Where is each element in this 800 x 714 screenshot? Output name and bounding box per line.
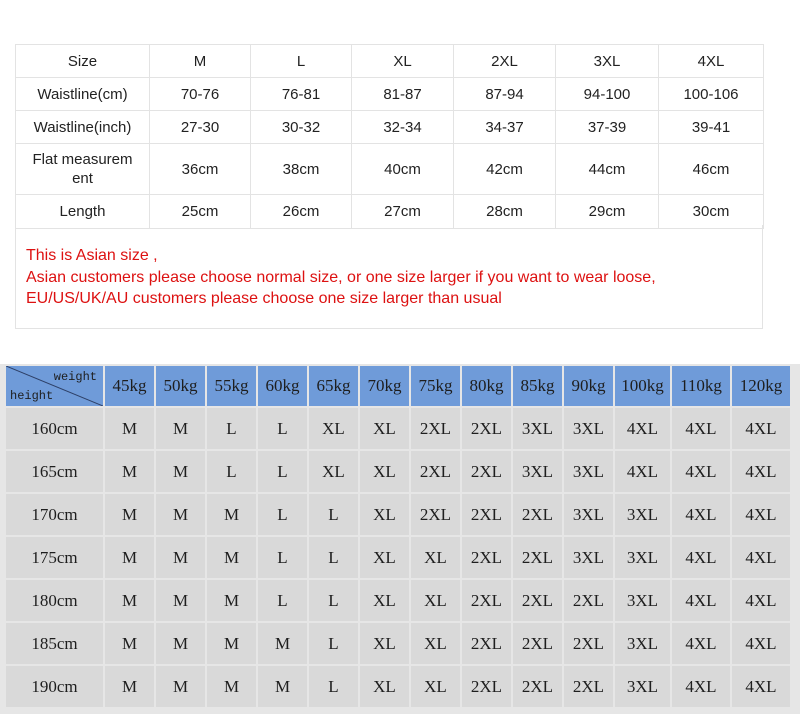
size-recommendation-cell: 3XL <box>615 537 670 578</box>
size-recommendation-cell: M <box>156 408 205 449</box>
weight-header-cell: 85kg <box>513 366 562 406</box>
size-recommendation-cell: 4XL <box>672 408 730 449</box>
size-recommendation-cell: XL <box>411 580 460 621</box>
size-recommendation-cell: 2XL <box>513 537 562 578</box>
size-recommendation-cell: XL <box>309 451 358 492</box>
size-recommendation-cell: L <box>309 537 358 578</box>
height-row <box>6 623 790 664</box>
size-recommendation-cell: M <box>156 537 205 578</box>
size-recommendation-cell: 2XL <box>513 580 562 621</box>
weight-header-cell: 55kg <box>207 366 256 406</box>
size-recommendation-cell: 2XL <box>462 451 511 492</box>
weight-height-chart <box>4 364 792 709</box>
size-recommendation-cell: 2XL <box>462 666 511 707</box>
size-row <box>16 111 764 144</box>
size-column-header: XL <box>352 45 454 78</box>
size-recommendation-cell: 2XL <box>462 623 511 664</box>
size-recommendation-cell: 4XL <box>672 537 730 578</box>
size-recommendation-cell: M <box>105 537 154 578</box>
measurement-value: 70-76 <box>150 78 251 111</box>
size-recommendation-cell: L <box>309 623 358 664</box>
size-recommendation-cell: M <box>105 408 154 449</box>
size-recommendation-cell: 3XL <box>564 451 613 492</box>
size-recommendation-cell: M <box>105 451 154 492</box>
size-column-header: 3XL <box>556 45 659 78</box>
size-recommendation-cell: XL <box>360 580 409 621</box>
measurement-label: Length <box>16 195 150 229</box>
size-table <box>15 44 764 229</box>
size-recommendation-cell: L <box>258 408 307 449</box>
size-recommendation-cell: M <box>105 623 154 664</box>
size-recommendation-cell: M <box>207 537 256 578</box>
measurement-value: 76-81 <box>251 78 352 111</box>
measurement-value: 29cm <box>556 195 659 229</box>
notice-line-3: EU/US/UK/AU customers please choose one size larger than usual <box>26 290 502 307</box>
size-recommendation-cell: 4XL <box>615 408 670 449</box>
size-recommendation-cell: XL <box>360 666 409 707</box>
weight-header-cell: 70kg <box>360 366 409 406</box>
size-recommendation-cell: L <box>258 537 307 578</box>
size-recommendation-cell: XL <box>360 494 409 535</box>
size-table-body <box>16 45 764 229</box>
size-recommendation-cell: XL <box>360 408 409 449</box>
weight-header-cell: 80kg <box>462 366 511 406</box>
size-recommendation-cell: M <box>207 580 256 621</box>
size-recommendation-cell: L <box>258 494 307 535</box>
size-recommendation-cell: M <box>207 494 256 535</box>
measurement-value: 26cm <box>251 195 352 229</box>
measurement-value: 28cm <box>454 195 556 229</box>
measurement-value: 40cm <box>352 144 454 195</box>
size-recommendation-cell: 4XL <box>672 666 730 707</box>
size-column-header: 4XL <box>659 45 764 78</box>
weight-header-cell: 100kg <box>615 366 670 406</box>
size-recommendation-cell: 4XL <box>732 451 790 492</box>
size-header-row <box>16 45 764 78</box>
size-recommendation-cell: 2XL <box>462 494 511 535</box>
height-label-cell: 165cm <box>6 451 103 492</box>
notice-line-1: This is Asian size , <box>26 247 158 264</box>
size-recommendation-cell: 2XL <box>411 408 460 449</box>
size-recommendation-cell: 2XL <box>513 666 562 707</box>
weight-header-cell: 65kg <box>309 366 358 406</box>
weight-header-cell: 45kg <box>105 366 154 406</box>
size-recommendation-cell: L <box>207 451 256 492</box>
measurement-value: 30-32 <box>251 111 352 144</box>
size-recommendation-cell: L <box>309 666 358 707</box>
size-recommendation-cell: 4XL <box>732 494 790 535</box>
size-recommendation-cell: 2XL <box>564 666 613 707</box>
size-recommendation-cell: 4XL <box>732 623 790 664</box>
measurement-value: 39-41 <box>659 111 764 144</box>
size-recommendation-cell: 2XL <box>411 451 460 492</box>
size-recommendation-cell: 2XL <box>564 580 613 621</box>
measurement-label: Waistline(inch) <box>16 111 150 144</box>
size-recommendation-cell: M <box>207 666 256 707</box>
size-recommendation-cell: 3XL <box>564 537 613 578</box>
measurement-value: 36cm <box>150 144 251 195</box>
size-row <box>16 78 764 111</box>
size-row <box>16 144 764 195</box>
size-recommendation-cell: 2XL <box>462 537 511 578</box>
height-row <box>6 451 790 492</box>
height-label-cell: 190cm <box>6 666 103 707</box>
measurement-value: 37-39 <box>556 111 659 144</box>
size-recommendation-cell: L <box>207 408 256 449</box>
size-recommendation-cell: M <box>105 666 154 707</box>
height-label-cell: 180cm <box>6 580 103 621</box>
size-recommendation-cell: 4XL <box>732 537 790 578</box>
weight-height-chart-body <box>6 366 790 707</box>
size-recommendation-cell: 3XL <box>564 408 613 449</box>
size-recommendation-cell: M <box>156 580 205 621</box>
size-recommendation-cell: 4XL <box>672 623 730 664</box>
size-recommendation-cell: 3XL <box>615 623 670 664</box>
size-recommendation-cell: L <box>309 494 358 535</box>
size-recommendation-cell: 4XL <box>672 494 730 535</box>
measurement-label: Waistline(cm) <box>16 78 150 111</box>
measurement-value: 25cm <box>150 195 251 229</box>
height-row <box>6 494 790 535</box>
height-row <box>6 408 790 449</box>
size-column-header: L <box>251 45 352 78</box>
size-recommendation-cell: M <box>156 666 205 707</box>
size-recommendation-cell: XL <box>411 623 460 664</box>
weight-header-cell: 90kg <box>564 366 613 406</box>
size-recommendation-cell: M <box>258 666 307 707</box>
weight-header-cell: 75kg <box>411 366 460 406</box>
size-recommendation-cell: 4XL <box>732 666 790 707</box>
size-recommendation-cell: 3XL <box>615 494 670 535</box>
height-label-cell: 170cm <box>6 494 103 535</box>
measurement-value: 34-37 <box>454 111 556 144</box>
measurement-value: 81-87 <box>352 78 454 111</box>
height-row <box>6 580 790 621</box>
size-recommendation-cell: M <box>156 623 205 664</box>
measurement-value: 44cm <box>556 144 659 195</box>
size-recommendation-cell: XL <box>309 408 358 449</box>
size-recommendation-cell: 2XL <box>513 623 562 664</box>
size-recommendation-cell: 4XL <box>732 408 790 449</box>
weight-header-cell: 120kg <box>732 366 790 406</box>
weight-header-cell: 60kg <box>258 366 307 406</box>
size-recommendation-cell: 3XL <box>513 408 562 449</box>
measurement-value: 38cm <box>251 144 352 195</box>
size-recommendation-cell: 3XL <box>615 580 670 621</box>
size-recommendation-cell: L <box>258 451 307 492</box>
size-recommendation-cell: M <box>156 451 205 492</box>
size-recommendation-cell: 3XL <box>564 494 613 535</box>
size-recommendation-cell: XL <box>411 537 460 578</box>
height-label-cell: 175cm <box>6 537 103 578</box>
height-row <box>6 666 790 707</box>
size-column-header: 2XL <box>454 45 556 78</box>
size-recommendation-cell: XL <box>411 666 460 707</box>
measurement-label: Flat measurem ent <box>16 144 150 195</box>
size-recommendation-cell: 3XL <box>513 451 562 492</box>
size-recommendation-cell: 2XL <box>462 408 511 449</box>
weight-header-row <box>6 366 790 406</box>
size-recommendation-cell: 2XL <box>564 623 613 664</box>
size-recommendation-cell: M <box>258 623 307 664</box>
weight-header-cell: 50kg <box>156 366 205 406</box>
size-recommendation-cell: 4XL <box>672 451 730 492</box>
size-recommendation-cell: M <box>207 623 256 664</box>
measurement-value: 42cm <box>454 144 556 195</box>
size-row <box>16 195 764 229</box>
measurement-value: 27cm <box>352 195 454 229</box>
size-column-header: M <box>150 45 251 78</box>
size-recommendation-cell: 2XL <box>513 494 562 535</box>
size-recommendation-cell: 2XL <box>411 494 460 535</box>
corner-height-label: height <box>10 389 54 403</box>
corner-weight-label: weight <box>53 370 97 384</box>
size-recommendation-cell: M <box>105 494 154 535</box>
weight-header-cell: 110kg <box>672 366 730 406</box>
size-recommendation-cell: 4XL <box>672 580 730 621</box>
size-recommendation-cell: M <box>156 494 205 535</box>
size-recommendation-cell: L <box>258 580 307 621</box>
measurement-value: 30cm <box>659 195 764 229</box>
measurement-value: 100-106 <box>659 78 764 111</box>
measurement-value: 94-100 <box>556 78 659 111</box>
size-notice <box>15 225 763 329</box>
size-recommendation-cell: 2XL <box>462 580 511 621</box>
measurement-value: 46cm <box>659 144 764 195</box>
measurement-value: 87-94 <box>454 78 556 111</box>
size-recommendation-cell: 3XL <box>615 666 670 707</box>
size-recommendation-cell: 4XL <box>732 580 790 621</box>
height-row <box>6 537 790 578</box>
measurement-value: 32-34 <box>352 111 454 144</box>
size-recommendation-cell: L <box>309 580 358 621</box>
size-recommendation-cell: XL <box>360 537 409 578</box>
height-label-cell: 160cm <box>6 408 103 449</box>
size-recommendation-cell: XL <box>360 451 409 492</box>
notice-line-2: Asian customers please choose normal size, or one size larger if you want to wear loose, <box>26 268 656 286</box>
size-recommendation-cell: XL <box>360 623 409 664</box>
chart-corner-cell <box>6 366 103 406</box>
height-label-cell: 185cm <box>6 623 103 664</box>
size-label-header: Size <box>16 45 150 78</box>
size-recommendation-cell: 4XL <box>615 451 670 492</box>
measurement-value: 27-30 <box>150 111 251 144</box>
size-recommendation-cell: M <box>105 580 154 621</box>
